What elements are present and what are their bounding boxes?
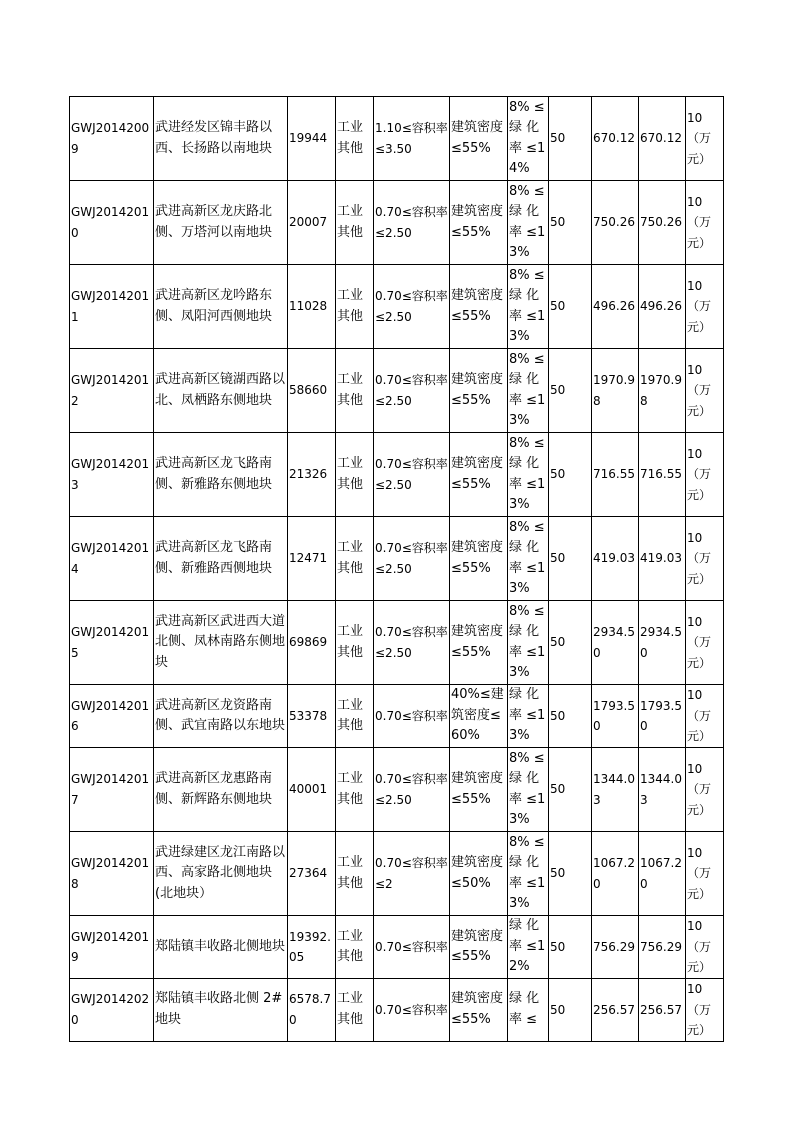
- parcel-code-cell: [70, 916, 154, 979]
- bid-price-cell: [639, 916, 686, 979]
- increment: 10（万元）: [687, 688, 712, 744]
- parcel-location: 郑陆镇丰收路北侧 2#地块: [155, 991, 283, 1027]
- table-row: [70, 979, 724, 1042]
- parcel-location-cell: [154, 832, 288, 916]
- land-use-cell: [336, 748, 374, 832]
- parcel-location-cell: [154, 265, 288, 349]
- increment-cell: [686, 433, 724, 517]
- land-use: 工业其他: [337, 456, 364, 492]
- start-price-cell: [592, 748, 639, 832]
- parcel-area: 58660: [289, 383, 328, 398]
- parcel-code: GWJ20142013: [71, 457, 150, 492]
- increment: 10（万元）: [687, 919, 712, 975]
- parcel-code-cell: [70, 349, 154, 433]
- start-price-cell: [592, 97, 639, 181]
- green-ratio: 8% ≤绿 化率 ≤13%: [509, 519, 546, 596]
- land-use-cell: [336, 517, 374, 601]
- parcel-area: 19392.05: [289, 929, 331, 964]
- plot-ratio-cell: [374, 433, 450, 517]
- start-price: 670.12: [593, 131, 635, 146]
- plot-ratio-cell: [374, 916, 450, 979]
- lease-years-cell: [549, 979, 592, 1042]
- table-row: [70, 349, 724, 433]
- building-density-cell: [450, 433, 508, 517]
- lease-years: 50: [550, 131, 566, 146]
- building-density: 建筑密度≤55%: [451, 288, 504, 324]
- green-ratio-cell: [508, 181, 549, 265]
- parcel-area: 12471: [289, 551, 328, 566]
- building-density: 建筑密度≤55%: [451, 120, 504, 156]
- bid-price: 1344.03: [640, 772, 682, 807]
- plot-ratio-cell: [374, 265, 450, 349]
- building-density: 建筑密度≤50%: [451, 855, 504, 891]
- plot-ratio: 0.70≤容积率≤2: [375, 856, 448, 891]
- building-density-cell: [450, 601, 508, 685]
- building-density-cell: [450, 916, 508, 979]
- table-row: [70, 517, 724, 601]
- building-density: 建筑密度≤55%: [451, 991, 504, 1027]
- land-use-cell: [336, 181, 374, 265]
- bid-price-cell: [639, 265, 686, 349]
- building-density: 建筑密度≤55%: [451, 204, 504, 240]
- start-price-cell: [592, 601, 639, 685]
- land-use-cell: [336, 97, 374, 181]
- parcel-code: GWJ20142016: [71, 698, 150, 733]
- building-density-cell: [450, 979, 508, 1042]
- table-row: [70, 685, 724, 748]
- parcel-area: 69869: [289, 635, 328, 650]
- green-ratio: 8% ≤绿 化率 ≤13%: [509, 267, 546, 344]
- parcel-location-cell: [154, 433, 288, 517]
- plot-ratio: 0.70≤容积率≤2.50: [375, 205, 448, 240]
- lease-years-cell: [549, 517, 592, 601]
- lease-years-cell: [549, 685, 592, 748]
- parcel-area-cell: [288, 517, 336, 601]
- increment-cell: [686, 832, 724, 916]
- building-density-cell: [450, 748, 508, 832]
- increment: 10（万元）: [687, 614, 712, 670]
- bid-price: 419.03: [640, 551, 682, 566]
- increment: 10（万元）: [687, 110, 712, 166]
- parcel-area-cell: [288, 832, 336, 916]
- parcel-location: 武进高新区龙资路南侧、武宜南路以东地块: [155, 697, 286, 733]
- parcel-area: 21326: [289, 467, 328, 482]
- parcel-code-cell: [70, 97, 154, 181]
- green-ratio: 8% ≤绿 化率 ≤13%: [509, 750, 546, 827]
- land-use: 工业其他: [337, 855, 364, 891]
- table-row: [70, 916, 724, 979]
- parcel-location-cell: [154, 181, 288, 265]
- increment: 10（万元）: [687, 530, 712, 586]
- green-ratio: 绿 化率 ≤: [509, 991, 540, 1027]
- building-density-cell: [450, 832, 508, 916]
- land-use: 工业其他: [337, 540, 364, 576]
- building-density-cell: [450, 265, 508, 349]
- increment-cell: [686, 916, 724, 979]
- increment: 10（万元）: [687, 845, 712, 901]
- lease-years-cell: [549, 265, 592, 349]
- start-price: 716.55: [593, 467, 635, 482]
- plot-ratio: 0.70≤容积率≤2.50: [375, 373, 448, 408]
- parcel-area-cell: [288, 979, 336, 1042]
- lease-years: 50: [550, 467, 566, 482]
- parcel-location: 武进绿建区龙江南路以西、高家路北侧地块(北地块）: [155, 844, 286, 901]
- lease-years-cell: [549, 748, 592, 832]
- start-price-cell: [592, 685, 639, 748]
- parcel-location-cell: [154, 685, 288, 748]
- plot-ratio-cell: [374, 517, 450, 601]
- plot-ratio-cell: [374, 685, 450, 748]
- parcel-location-cell: [154, 349, 288, 433]
- land-use: 工业其他: [337, 120, 364, 156]
- parcel-code-cell: [70, 748, 154, 832]
- start-price: 1970.98: [593, 373, 635, 408]
- parcel-code: GWJ20142015: [71, 625, 150, 660]
- plot-ratio: 0.70≤容积率≤2.50: [375, 625, 448, 660]
- lease-years-cell: [549, 601, 592, 685]
- start-price-cell: [592, 916, 639, 979]
- lease-years-cell: [549, 916, 592, 979]
- lease-years: 50: [550, 299, 566, 314]
- land-use: 工业其他: [337, 928, 364, 964]
- start-price-cell: [592, 433, 639, 517]
- land-use-cell: [336, 265, 374, 349]
- increment: 10（万元）: [687, 362, 712, 418]
- green-ratio-cell: [508, 748, 549, 832]
- parcel-area: 27364: [289, 866, 328, 881]
- land-use-cell: [336, 433, 374, 517]
- green-ratio: 8% ≤绿 化率 ≤13%: [509, 183, 546, 260]
- parcel-area: 19944: [289, 131, 328, 146]
- start-price-cell: [592, 349, 639, 433]
- bid-price: 256.57: [640, 1002, 682, 1017]
- parcel-location: 武进高新区龙吟路东侧、凤阳河西侧地块: [155, 288, 273, 324]
- start-price: 2934.50: [593, 625, 635, 660]
- land-use-cell: [336, 916, 374, 979]
- table-row: [70, 181, 724, 265]
- lease-years-cell: [549, 433, 592, 517]
- parcel-area-cell: [288, 433, 336, 517]
- green-ratio: 8% ≤绿 化率 ≤13%: [509, 603, 546, 680]
- lease-years-cell: [549, 97, 592, 181]
- increment: 10（万元）: [687, 278, 712, 334]
- lease-years-cell: [549, 181, 592, 265]
- parcel-area: 53378: [289, 708, 328, 723]
- bid-price: 750.26: [640, 215, 682, 230]
- increment-cell: [686, 517, 724, 601]
- building-density-cell: [450, 97, 508, 181]
- increment-cell: [686, 685, 724, 748]
- green-ratio-cell: [508, 685, 549, 748]
- bid-price-cell: [639, 97, 686, 181]
- parcel-area: 6578.70: [289, 992, 331, 1027]
- plot-ratio-cell: [374, 979, 450, 1042]
- parcel-area-cell: [288, 916, 336, 979]
- building-density: 建筑密度≤55%: [451, 456, 504, 492]
- table-row: [70, 265, 724, 349]
- parcel-code: GWJ20142020: [71, 992, 150, 1027]
- plot-ratio: 0.70≤容积率: [375, 939, 448, 954]
- parcel-location-cell: [154, 601, 288, 685]
- bid-price: 716.55: [640, 467, 682, 482]
- parcel-location: 武进高新区武进西大道北侧、凤林南路东侧地块: [155, 613, 286, 670]
- start-price: 750.26: [593, 215, 635, 230]
- table-row: [70, 433, 724, 517]
- building-density: 建筑密度≤55%: [451, 624, 504, 660]
- start-price: 1793.50: [593, 698, 635, 733]
- bid-price-cell: [639, 685, 686, 748]
- parcel-code: GWJ20142011: [71, 289, 150, 324]
- parcel-area: 40001: [289, 782, 328, 797]
- bid-price-cell: [639, 748, 686, 832]
- green-ratio-cell: [508, 979, 549, 1042]
- parcel-location: 武进经发区锦丰路以西、长扬路以南地块: [155, 120, 273, 156]
- green-ratio: 8% ≤绿 化率 ≤14%: [509, 99, 546, 176]
- building-density: 建筑密度≤55%: [451, 540, 504, 576]
- green-ratio: 8% ≤绿 化率 ≤13%: [509, 834, 546, 911]
- plot-ratio: 0.70≤容积率≤2.50: [375, 457, 448, 492]
- parcel-code: GWJ20142014: [71, 541, 150, 576]
- bid-price-cell: [639, 601, 686, 685]
- table-row: [70, 601, 724, 685]
- land-use-cell: [336, 832, 374, 916]
- increment-cell: [686, 979, 724, 1042]
- green-ratio-cell: [508, 97, 549, 181]
- parcel-location-cell: [154, 97, 288, 181]
- parcel-area-cell: [288, 265, 336, 349]
- building-density: 建筑密度≤55%: [451, 771, 504, 807]
- lease-years: 50: [550, 708, 566, 723]
- building-density-cell: [450, 517, 508, 601]
- parcel-code-cell: [70, 517, 154, 601]
- land-use: 工业其他: [337, 288, 364, 324]
- table-row: [70, 748, 724, 832]
- increment-cell: [686, 748, 724, 832]
- start-price: 756.29: [593, 939, 635, 954]
- green-ratio: 8% ≤绿 化率 ≤13%: [509, 435, 546, 512]
- bid-price: 1067.20: [640, 856, 682, 891]
- increment-cell: [686, 601, 724, 685]
- green-ratio-cell: [508, 601, 549, 685]
- green-ratio-cell: [508, 517, 549, 601]
- parcel-location-cell: [154, 748, 288, 832]
- start-price-cell: [592, 517, 639, 601]
- parcel-area: 11028: [289, 299, 328, 314]
- increment-cell: [686, 265, 724, 349]
- plot-ratio-cell: [374, 601, 450, 685]
- green-ratio-cell: [508, 433, 549, 517]
- parcel-area-cell: [288, 601, 336, 685]
- bid-price-cell: [639, 349, 686, 433]
- plot-ratio: 0.70≤容积率≤2.50: [375, 289, 448, 324]
- parcel-location: 武进高新区龙飞路南侧、新雅路西侧地块: [155, 540, 273, 576]
- lease-years: 50: [550, 215, 566, 230]
- bid-price: 756.29: [640, 939, 682, 954]
- green-ratio: 8% ≤绿 化率 ≤13%: [509, 351, 546, 428]
- parcel-code-cell: [70, 685, 154, 748]
- plot-ratio: 0.70≤容积率: [375, 708, 448, 723]
- land-use: 工业其他: [337, 372, 364, 408]
- green-ratio-cell: [508, 916, 549, 979]
- start-price: 496.26: [593, 299, 635, 314]
- parcel-code: GWJ20142018: [71, 856, 150, 891]
- table-row: [70, 832, 724, 916]
- land-use-cell: [336, 685, 374, 748]
- parcel-code-cell: [70, 433, 154, 517]
- parcel-code: GWJ20142017: [71, 772, 150, 807]
- land-use-cell: [336, 601, 374, 685]
- plot-ratio-cell: [374, 97, 450, 181]
- start-price-cell: [592, 979, 639, 1042]
- start-price-cell: [592, 832, 639, 916]
- parcel-location-cell: [154, 916, 288, 979]
- plot-ratio-cell: [374, 349, 450, 433]
- lease-years: 50: [550, 782, 566, 797]
- increment: 10（万元）: [687, 761, 712, 817]
- parcel-area-cell: [288, 181, 336, 265]
- increment: 10（万元）: [687, 982, 712, 1037]
- lease-years-cell: [549, 832, 592, 916]
- lease-years: 50: [550, 866, 566, 881]
- land-use: 工业其他: [337, 991, 364, 1027]
- start-price: 419.03: [593, 551, 635, 566]
- parcel-area-cell: [288, 349, 336, 433]
- increment: 10（万元）: [687, 446, 712, 502]
- parcel-location: 武进高新区龙庆路北侧、万塔河以南地块: [155, 204, 273, 240]
- start-price: 1067.20: [593, 856, 635, 891]
- land-use-cell: [336, 979, 374, 1042]
- lease-years-cell: [549, 349, 592, 433]
- parcel-location: 武进高新区龙惠路南侧、新辉路东侧地块: [155, 771, 273, 807]
- parcel-area: 20007: [289, 215, 328, 230]
- land-use-cell: [336, 349, 374, 433]
- lease-years: 50: [550, 551, 566, 566]
- table-body: [70, 97, 724, 1042]
- parcel-location: 郑陆镇丰收路北侧地块: [155, 938, 286, 954]
- plot-ratio-cell: [374, 181, 450, 265]
- plot-ratio: 0.70≤容积率: [375, 1002, 448, 1017]
- bid-price: 1970.98: [640, 373, 682, 408]
- building-density-cell: [450, 181, 508, 265]
- lease-years: 50: [550, 635, 566, 650]
- parcel-code-cell: [70, 265, 154, 349]
- parcel-area-cell: [288, 685, 336, 748]
- increment-cell: [686, 349, 724, 433]
- building-density-cell: [450, 349, 508, 433]
- parcel-code-cell: [70, 181, 154, 265]
- increment-cell: [686, 181, 724, 265]
- lease-years: 50: [550, 383, 566, 398]
- increment: 10（万元）: [687, 194, 712, 250]
- building-density: 建筑密度≤55%: [451, 372, 504, 408]
- land-use: 工业其他: [337, 771, 364, 807]
- parcel-code: GWJ20142009: [71, 121, 150, 156]
- plot-ratio: 0.70≤容积率≤2.50: [375, 541, 448, 576]
- bid-price: 1793.50: [640, 698, 682, 733]
- parcel-code: GWJ20142012: [71, 373, 150, 408]
- plot-ratio: 0.70≤容积率≤2.50: [375, 772, 448, 807]
- bid-price: 2934.50: [640, 625, 682, 660]
- green-ratio: 绿 化率 ≤13%: [509, 687, 546, 744]
- land-parcel-table: [69, 96, 724, 1042]
- parcel-location: 武进高新区镜湖西路以北、凤栖路东侧地块: [155, 372, 286, 408]
- parcel-code-cell: [70, 832, 154, 916]
- land-use: 工业其他: [337, 624, 364, 660]
- plot-ratio: 1.10≤容积率≤3.50: [375, 121, 448, 156]
- parcel-area-cell: [288, 97, 336, 181]
- bid-price: 496.26: [640, 299, 682, 314]
- building-density: 40%≤建筑密度≤60%: [451, 687, 504, 744]
- green-ratio: 绿 化率 ≤12%: [509, 918, 546, 975]
- parcel-code: GWJ20142019: [71, 929, 150, 964]
- bid-price-cell: [639, 181, 686, 265]
- bid-price-cell: [639, 517, 686, 601]
- bid-price-cell: [639, 832, 686, 916]
- building-density-cell: [450, 685, 508, 748]
- lease-years: 50: [550, 939, 566, 954]
- plot-ratio-cell: [374, 832, 450, 916]
- parcel-location: 武进高新区龙飞路南侧、新雅路东侧地块: [155, 456, 273, 492]
- green-ratio-cell: [508, 265, 549, 349]
- start-price: 256.57: [593, 1002, 635, 1017]
- parcel-location-cell: [154, 979, 288, 1042]
- parcel-code-cell: [70, 979, 154, 1042]
- bid-price: 670.12: [640, 131, 682, 146]
- parcel-location-cell: [154, 517, 288, 601]
- lease-years: 50: [550, 1002, 566, 1017]
- green-ratio-cell: [508, 832, 549, 916]
- start-price-cell: [592, 265, 639, 349]
- table-row: [70, 97, 724, 181]
- start-price: 1344.03: [593, 772, 635, 807]
- bid-price-cell: [639, 433, 686, 517]
- bid-price-cell: [639, 979, 686, 1042]
- plot-ratio-cell: [374, 748, 450, 832]
- land-use: 工业其他: [337, 204, 364, 240]
- increment-cell: [686, 97, 724, 181]
- start-price-cell: [592, 181, 639, 265]
- green-ratio-cell: [508, 349, 549, 433]
- parcel-area-cell: [288, 748, 336, 832]
- parcel-code: GWJ20142010: [71, 205, 150, 240]
- parcel-code-cell: [70, 601, 154, 685]
- building-density: 建筑密度≤55%: [451, 928, 504, 964]
- land-use: 工业其他: [337, 697, 364, 733]
